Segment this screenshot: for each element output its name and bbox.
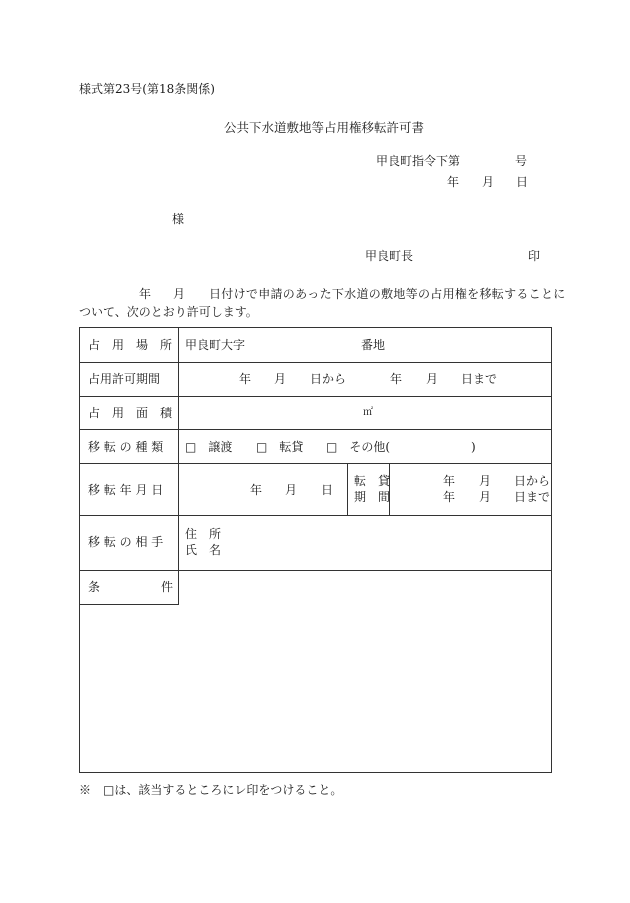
conditions-label-divider: [80, 604, 179, 605]
area-label: 占 用 面 積: [88, 406, 173, 420]
row-divider: [80, 515, 551, 516]
lease-from-month: 月: [479, 474, 492, 488]
footnote: ※ □は、該当するところにレ印をつけること。: [79, 783, 343, 797]
doc-number-suffix: 号: [515, 154, 528, 168]
type-label: 移 転 の 種 類: [88, 440, 164, 454]
period-to-month: 月: [426, 372, 439, 386]
row-divider: [80, 396, 551, 397]
lease-period-label-2: 期 間: [354, 490, 391, 504]
location-lot: 番地: [361, 338, 386, 352]
body-line-1: 日付けで申請のあった下水道の敷地等の占用権を移転することに: [209, 287, 566, 301]
location-label: 占 用 場 所: [88, 338, 173, 352]
issue-date-month: 月: [482, 175, 495, 189]
type-option-sublease: □ 転貸: [256, 440, 304, 454]
body-month: 月: [173, 287, 186, 301]
lease-label-left-divider: [347, 463, 348, 515]
body-line-2: ついて、次のとおり許可します。: [79, 305, 258, 319]
issue-date-day: 日: [516, 175, 529, 189]
period-from-month: 月: [274, 372, 287, 386]
counterparty-name-label: 氏 名: [185, 543, 222, 557]
issuer-title: 甲良町長: [365, 249, 414, 263]
transfer-date-label: 移 転 年 月 日: [88, 483, 164, 497]
body-year: 年: [139, 287, 152, 301]
conditions-label-2: 件: [161, 580, 174, 594]
row-divider: [80, 429, 551, 430]
issuer-seal: 印: [528, 249, 541, 263]
permit-table: [79, 327, 552, 773]
counterparty-address-label: 住 所: [185, 527, 222, 541]
issue-date-year: 年: [447, 175, 460, 189]
location-town: 甲良町大字: [185, 338, 246, 352]
area-unit: ㎡: [363, 407, 373, 418]
row-divider: [80, 463, 551, 464]
doc-number-prefix: 甲良町指令下第: [376, 154, 461, 168]
row-divider: [80, 362, 551, 363]
lease-period-label-1: 転 貸: [354, 474, 391, 488]
row-divider: [80, 570, 551, 571]
period-to-year: 年: [390, 372, 403, 386]
document-title: 公共下水道敷地等占用権移転許可書: [224, 120, 425, 135]
conditions-label-1: 条: [88, 580, 101, 594]
form-id: 様式第23号(第18条関係): [79, 82, 215, 96]
lease-label-right-divider: [389, 463, 390, 515]
type-option-other-close: ): [471, 440, 476, 454]
lease-to-month: 月: [479, 490, 492, 504]
transfer-date-month: 月: [285, 483, 298, 497]
lease-to-year: 年: [443, 490, 456, 504]
transfer-date-day: 日: [321, 483, 334, 497]
counterparty-label: 移 転 の 相 手: [88, 535, 164, 549]
lease-from-year: 年: [443, 474, 456, 488]
lease-from-day: 日から: [514, 474, 551, 488]
addressee-suffix: 様: [172, 212, 185, 226]
lease-to-day: 日まで: [514, 490, 551, 504]
transfer-date-year: 年: [250, 483, 263, 497]
period-label: 占用許可期間: [88, 372, 161, 386]
type-option-transfer: □ 譲渡: [185, 440, 233, 454]
label-column-divider: [178, 328, 179, 605]
type-option-other: □ その他(: [326, 440, 391, 454]
period-from-year: 年: [239, 372, 252, 386]
period-from-day: 日から: [310, 372, 347, 386]
period-to-day: 日まで: [461, 372, 498, 386]
